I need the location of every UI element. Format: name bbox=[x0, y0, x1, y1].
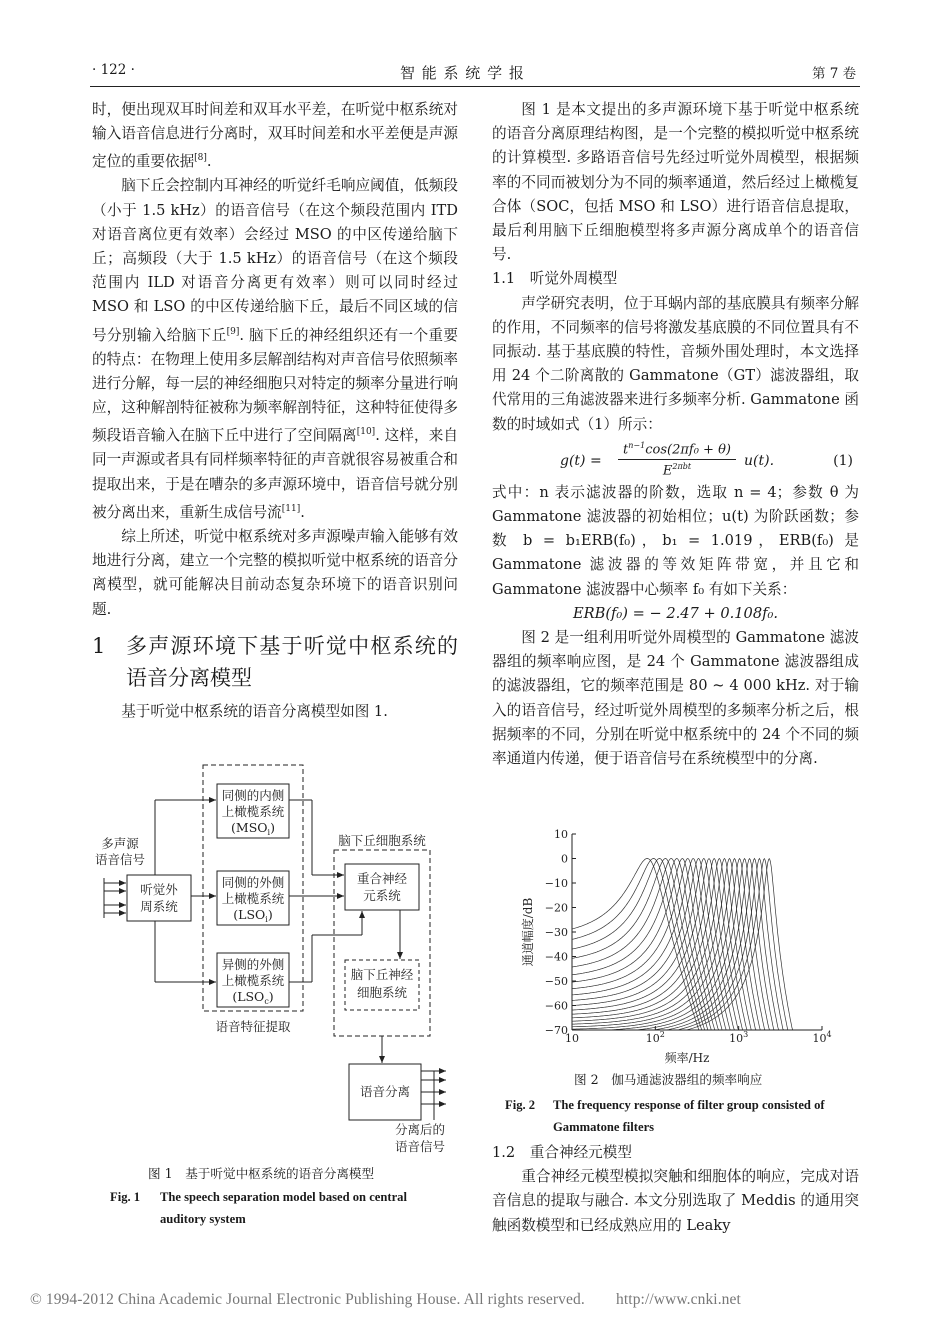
eq-rhs: u(t). bbox=[744, 452, 775, 469]
filter-response-curve bbox=[572, 859, 822, 1031]
y-tick-label: −10 bbox=[544, 877, 568, 890]
y-tick-label: −60 bbox=[544, 999, 568, 1013]
left-paragraph-3: 综上所述，听觉中枢系统对多声源噪声输入能够有效地进行分离，建立一个完整的模拟听觉中枢系统的语音分离模型，就可能解决目前动态复杂环境下的语音识别问题. bbox=[92, 527, 458, 618]
x-tick-label: 10 bbox=[565, 1032, 579, 1045]
copyright-footer: © 1994-2012 China Academic Journal Electronic Publishing House. All rights reserved. http://www.cnki.net bbox=[30, 1291, 741, 1308]
eq-denominator: $E^{2\pi bt}$ bbox=[662, 461, 692, 479]
left-paragraph-1: 时，便出现双耳时间差和双耳水平差，在听觉中枢系统对输入语音信息进行分离时，双耳时间差和水平差便是声源定位的重要依据[8]. bbox=[92, 101, 458, 171]
right-paragraph-2: 声学研究表明，位于耳蜗内部的基底膜具有频率分解的作用，不同频率的信号将激发基底膜的不同位置具有不同振动. 基于基底膜的特性，音频外围处理时，本文选择用 24 个二阶离散的 Gammatone（GT）滤波器组，取代常用的三角滤波器来进行多频率分析. Gammatone 函数的时域如式（1）所示： bbox=[492, 294, 859, 433]
icn-line2: 细胞系统 bbox=[356, 985, 408, 1000]
subsection-1-2: 1.2 重合神经元模型 bbox=[492, 1144, 632, 1161]
right-paragraph-1: 图 1 是本文提出的多声源环境下基于听觉中枢系统的语音分离原理结构图，是一个完整的模拟听觉中枢系统的计算模型. 多路语音信号先经过听觉外周模型，根据频率的不同而被划分为不同的频率通道，然后经过上橄榄复合体（SOC，包括 MSO 和 LSO）进行语音信息提取，最后利用脑下丘细胞模型将多声源分离成单个的语音信号. bbox=[492, 101, 859, 264]
left-column bbox=[92, 98, 458, 724]
x-tick-label: $10^3$ bbox=[729, 1030, 749, 1045]
y-tick-label: −50 bbox=[544, 975, 568, 988]
y-tick-label: 10 bbox=[554, 828, 568, 841]
x-axis-label: 频率/Hz bbox=[664, 1051, 710, 1065]
figure-1-caption-en: Fig. 1 The speech separation model based on central auditory system bbox=[110, 1190, 407, 1226]
right-paragraph-4: 图 2 是一组利用听觉外周模型的 Gammatone 滤波器组的频率响应图，是 24 个 Gammatone 滤波器组成的滤波器组，它的频率范围是 80 ~ 4 000 kHz. 对于输入的语音信号，经过听觉外周模型的多频率分析之后，根据频率的不同，分别在听觉中枢系统中的 24 个不同的频率通道内传递，便于语音信号在系统模型中的分离. bbox=[492, 629, 859, 768]
citation: [11] bbox=[281, 503, 301, 514]
volume-label: 第 7 卷 bbox=[812, 66, 857, 82]
citation: [8] bbox=[194, 153, 207, 164]
output-label-1: 分离后的 bbox=[394, 1122, 446, 1137]
right-paragraph-3: 式中：n 表示滤波器的阶数，选取 n = 4；参数 θ 为 Gammatone 滤波器的初始相位；u(t) 为阶跃函数；参数 b = b₁ERB(f₀)，b₁ = 1.019，ERB(f₀) 是 Gammatone 滤波器的等效矩阵带宽，并且它和 Gammatone 滤波器中心频率 f₀ 有如下关系： bbox=[492, 483, 859, 598]
input-label-1: 多声源 bbox=[101, 836, 139, 851]
mso-line3: $(MSO_i)$ bbox=[231, 820, 275, 837]
x-tick-label: $10^4$ bbox=[812, 1030, 832, 1045]
figure-2-chart bbox=[500, 822, 840, 1068]
eq-label: (1) bbox=[833, 452, 853, 469]
lso-i-line3: $(LSO_i)$ bbox=[233, 907, 273, 924]
citation: [9] bbox=[226, 326, 240, 337]
figure-1-caption-cn: 图 1 基于听觉中枢系统的语音分离模型 bbox=[148, 1166, 375, 1181]
mso-line2: 上橄榄系统 bbox=[221, 804, 285, 819]
figure-2-caption-cn: 图 2 伽马通滤波器组的频率响应 bbox=[574, 1072, 763, 1087]
coinc-line1: 重合神经 bbox=[356, 871, 408, 886]
ic-label: 脑下丘细胞系统 bbox=[338, 833, 426, 848]
figure-1-diagram bbox=[90, 760, 470, 1160]
left-paragraph-4: 基于听觉中枢系统的语音分离模型如图 1. bbox=[121, 702, 388, 720]
right-column bbox=[492, 98, 859, 771]
lso-i-line1: 同侧的外侧 bbox=[221, 875, 285, 890]
lso-c-line1: 异侧的外侧 bbox=[221, 957, 285, 972]
icn-line1: 脑下丘神经 bbox=[350, 967, 414, 982]
mso-line1: 同侧的内侧 bbox=[221, 788, 285, 803]
right-paragraph-5: 重合神经元模型模拟突触和细胞体的响应，完成对语音信息的提取与融合. 本文分别选取了 Meddis 的通用突触函数模型和已经成熟应用的 Leaky bbox=[492, 1168, 859, 1234]
coinc-line2: 元系统 bbox=[363, 888, 401, 903]
y-axis-label: 通道幅度/dB bbox=[521, 897, 535, 967]
feature-label: 语音特征提取 bbox=[215, 1019, 291, 1034]
journal-title: 智 能 系 统 学 报 bbox=[400, 64, 525, 82]
eq-lhs: g(t) = bbox=[560, 452, 602, 469]
page-number: · 122 · bbox=[92, 62, 135, 78]
y-tick-label: −70 bbox=[544, 1024, 568, 1037]
subsection-1-1: 1.1 听觉外周模型 bbox=[492, 270, 618, 288]
equation-1 bbox=[492, 437, 859, 481]
eq-numerator: $t^{n-1}\cos(2\pi f_0 + \theta)$ bbox=[618, 437, 736, 460]
citation: [10] bbox=[356, 427, 376, 438]
lso-i-line2: 上橄榄系统 bbox=[221, 891, 285, 906]
y-tick-label: −40 bbox=[544, 950, 568, 964]
input-label-2: 语音信号 bbox=[94, 852, 146, 867]
y-tick-label: −30 bbox=[544, 926, 568, 939]
header-rule bbox=[90, 86, 860, 87]
separation-label: 语音分离 bbox=[359, 1084, 411, 1099]
y-tick-label: −20 bbox=[544, 901, 568, 915]
equation-2: ERB(f₀) = − 2.47 + 0.108f₀. bbox=[572, 604, 779, 622]
figure-2-caption-en: Fig. 2 The frequency response of filter group consisted of Gammatone filters bbox=[505, 1098, 825, 1134]
right-column-bottom bbox=[492, 1141, 859, 1238]
periph-line1: 听觉外 bbox=[140, 882, 178, 897]
periph-line2: 周系统 bbox=[140, 899, 178, 914]
left-paragraph-2: 脑下丘会控制内耳神经的听觉纤毛响应阈值，低频段（小于 1.5 kHz）的语音信号（在这个频段范围内 ITD 对语音离位更有效率）会经过 MSO 的中区传递给脑下丘；高频段（大于 1.5 kHz）的语音信号（在这个频段范围内 ILD 对语音分离更有效率）则可以同时经过 MSO 和 LSO 的中区传递给脑下丘，最后不同区域的信号分别输入给脑下丘[9]. 脑下丘的神经组织还有一个重要的特点：在物理上使用多层解剖结构对声音信号依照频率进行分解，每一层的神经细胞只对特定的频率分量进行响应，这种解剖特征被称为频率解剖特征，这种特征使得多频段语音输入在脑下丘中进行了空间隔离[10]. 这样，来自同一声源或者具有同样频率特征的声音就很容易被重合和提取出来，于是在嘈杂的多声源环境中，语音信号就分别被分离出来，重新生成信号流[11]. bbox=[92, 177, 458, 521]
lso-c-line2: 上橄榄系统 bbox=[221, 973, 285, 988]
y-tick-label: 0 bbox=[561, 852, 568, 866]
output-label-2: 语音信号 bbox=[394, 1139, 446, 1154]
x-tick-label: $10^2$ bbox=[645, 1030, 665, 1045]
lso-c-line3: $(LSO_c)$ bbox=[232, 989, 274, 1006]
section-heading: 1 多声源环境下基于听觉中枢系统的语音分离模型 bbox=[92, 633, 458, 690]
